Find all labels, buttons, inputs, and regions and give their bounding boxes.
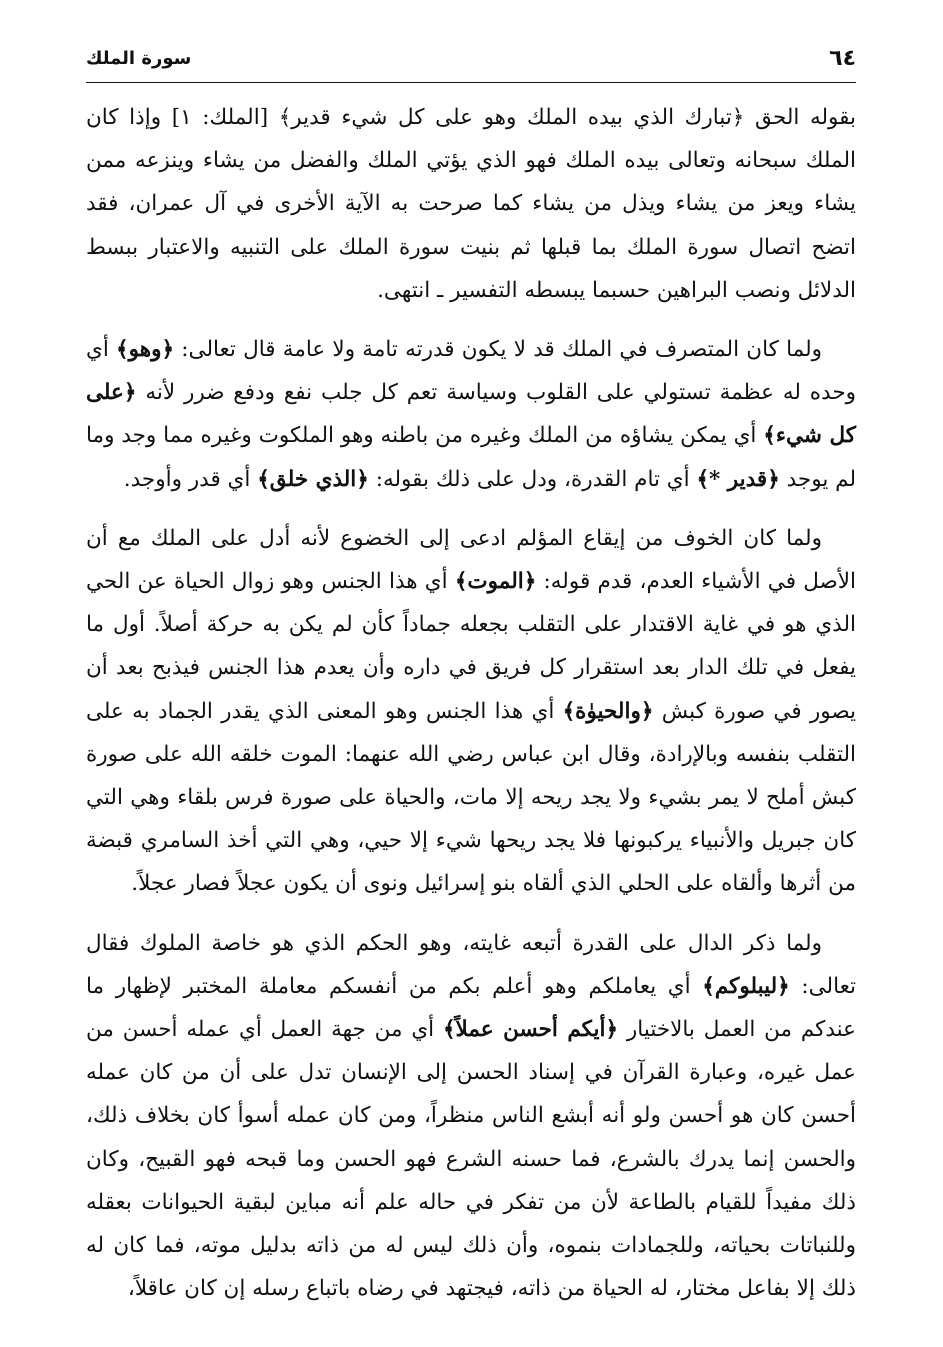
text-segment: بقوله الحق: [744, 105, 856, 130]
body-text: [86, 96, 856, 1326]
paragraph-2: [86, 328, 856, 501]
text-segment: أي وحده له عظمة تستولي على القلوب وسياسة تعم كل جلب نفع ودفع ضرر لأنه: [86, 337, 856, 406]
paragraph-1: [86, 96, 856, 312]
text-segment: ولما كان الخوف من إيقاع المؤلم ادعى إلى الخضوع لأنه أدل على الملك مع أن الأصل في الأشياء العدم، قدم قوله:: [86, 525, 856, 595]
text-segment: أي تام القدرة، ودل على ذلك بقوله:: [368, 466, 697, 492]
text-segment: أي هذا الجنس وهو المعنى الذي يقدر الجماد به على التقلب بنفسه وبالإرادة، وقال ابن عباس رضي الله عنهما: الموت خلقه الله على صورة كبش أملح لا يمر بشيء ولا يجد ريحه إلا مات، والحياة على صورة فرس بلقاء وهي التي كان جبريل والأنبياء يركبونها فلا يجد ريحها شيء إلا حيي، وهي التي أخذ السامري قبضة من أثرها وألقاه على الحلي الذي ألقاه بنو إسرائيل ونوى أن يكون عجلاً فصار عجلاً.: [86, 698, 856, 897]
page-number: ٦٤: [829, 46, 856, 71]
quran-quote: ﴿الذي خلق﴾: [257, 466, 369, 492]
quran-quote: ﴿الموت﴾: [454, 569, 537, 595]
paragraph-4: [86, 922, 856, 1311]
running-header: [86, 42, 856, 83]
paragraph-3: [86, 517, 856, 906]
quran-quote: ﴿قدير *﴾: [696, 466, 780, 492]
quran-quote: ﴿والحيوٰة﴾: [562, 698, 654, 724]
text-segment: أي من جهة العمل أي عمله أحسن من عمل غيره، وعبارة القرآن في إسناد الحسن إلى الإنسان تدل على أن من كان عمله أحسن كان هو أحسن ولو أنه أبشع الناس منظراً، ومن كان عمله أسوأ كان بخلاف ذلك، والحسن إنما يدرك بالشرع، فما حسنه الشرع فهو الحسن وما قبحه فهو القبيح، وكان ذلك مفيداً للقيام بالطاعة لأن من تفكر في حاله علم أنه مباين لبقية الحيوانات بعقله وللنباتات بحياته، وللجمادات بنموه، وأن ذلك ليس له من ذاته بدليل موته، فما كان له ذلك إلا بفاعل مختار، له الحياة من ذاته، فيجتهد في رضاه باتباع رسله إن كان عاقلاً،: [86, 1017, 856, 1302]
text-segment: [الملك: ١] وإذا كان الملك سبحانه وتعالى بيده الملك فهو الذي يؤتي الملك والفضل من يشاء وينزعه ممن يشاء ويعز من يشاء ويذل من يشاء كما صرحت به الآية الأخرى في آل عمران، فقد اتضح اتصال سورة الملك بما قبلها ثم بنيت سورة الملك على التنبيه والاعتبار ببسط الدلائل ونصب البراهين حسبما يبسطه التفسير ـ انتهى.: [86, 105, 856, 303]
text-segment: ولما ذكر الدال على القدرة أتبعه غايته، وهو الحكم الذي هو خاصة الملوك فقال تعالى:: [86, 930, 856, 999]
surah-title: سورة الملك: [86, 48, 192, 69]
text-segment: ولما كان المتصرف في الملك قد لا يكون قدرته تامة ولا عامة قال تعالى:: [174, 337, 823, 363]
quran-quote: ﴿ليبلوكم﴾: [702, 973, 790, 999]
text-segment: أي قدر وأوجد.: [123, 466, 258, 492]
quran-quote: ﴿أيكم أحسن عملاً﴾: [442, 1017, 619, 1043]
text-segment: أي يمكن يشاؤه من الملك وغيره من باطنه وهو الملكوت وغيره مما وجد وما لم يوجد: [86, 423, 856, 492]
quran-quote: ﴿وهو﴾: [116, 337, 175, 363]
text-segment: أي يعاملكم وهو أعلم بكم من أنفسكم معاملة المختبر لإظهار ما عندكم من العمل بالاختيار: [86, 973, 856, 1043]
text-segment: أي هذا الجنس وهو زوال الحياة عن الحي الذي هو في غاية الاقتدار على التقلب بجعله جماداً كأن لم يكن به حركة أصلاً. أول ما يفعل في تلك الدار بعد استقرار كل فريق في داره وأن يعدم هذا الجنس فيذبح بعد أن يصور في صورة كبش: [86, 569, 857, 724]
quran-quote: ﴿على كل شيء﴾: [86, 380, 856, 449]
quran-quote: ﴿تبارك الذي بيده الملك وهو على كل شيء قدير﴾: [278, 105, 745, 130]
